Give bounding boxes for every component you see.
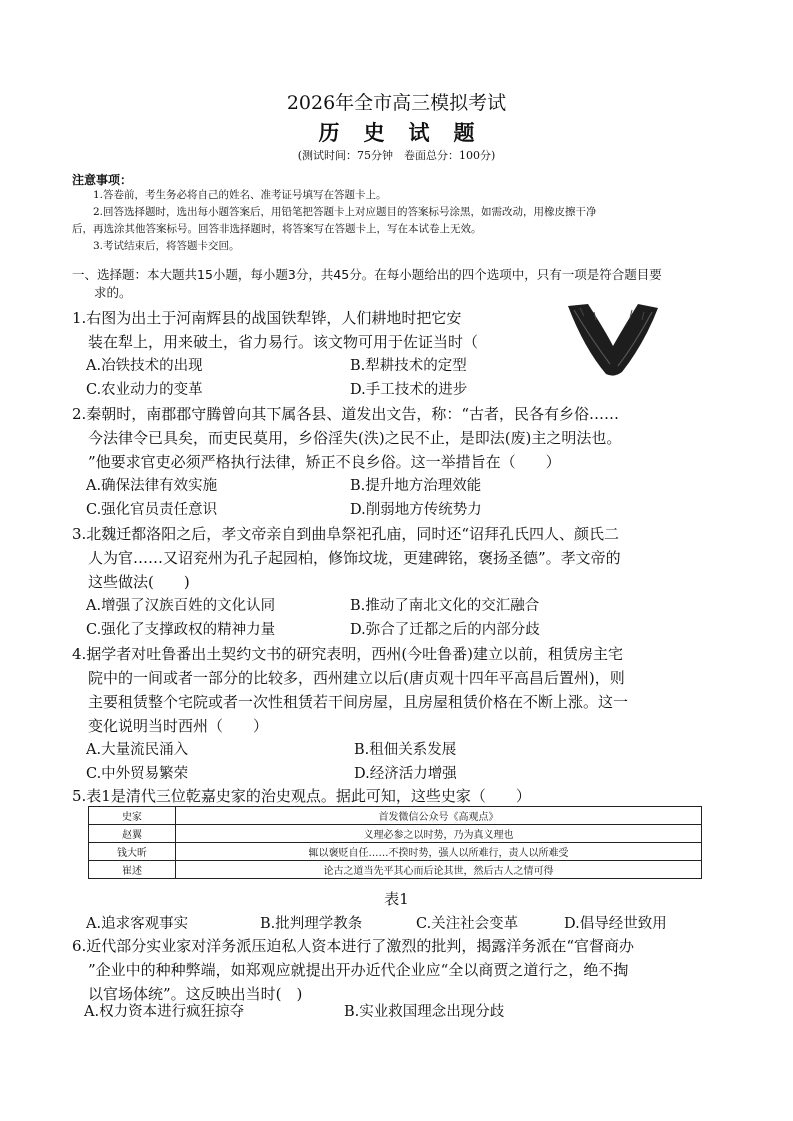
table-row	[89, 825, 702, 843]
table-cell: 义理必参之以时势，乃为真义理也	[176, 825, 702, 843]
question-5	[72, 784, 724, 808]
option-d[interactable]: D.弥合了迁都之后的内部分歧	[350, 622, 540, 638]
option-c[interactable]: C.关注社会变革	[416, 916, 519, 932]
option-d[interactable]: D.手工技术的进步	[350, 382, 468, 398]
question-line: 主要租赁整个宅院或者一次性租赁若干间房屋，且房屋租赁价格在不断上涨。这一	[88, 693, 629, 711]
option-b[interactable]: B.犁耕技术的定型	[350, 358, 467, 374]
notice-title: 注意事项：	[72, 173, 133, 187]
option-a[interactable]: A.确保法律有效实施	[86, 478, 218, 494]
option-b[interactable]: B.实业救国理念出现分歧	[344, 1004, 505, 1020]
notice-line-1: 1.答卷前，考生务必将自己的姓名、准考证号填写在答题卡上。	[93, 189, 387, 201]
section-heading	[72, 266, 724, 302]
question-line: 6.近代部分实业家对洋务派压迫私人资本进行了激烈的批判，揭露洋务派在“官督商办	[72, 937, 634, 955]
section-line-1: 一、选择题：本大题共15小题，每小题3分，共45分。在每小题给出的四个选项中，只有一项是符合题目要	[72, 267, 662, 282]
table-cell: 崔述	[89, 861, 176, 879]
option-b[interactable]: B.租佃关系发展	[354, 742, 457, 758]
table-row	[89, 843, 702, 861]
question-6	[72, 934, 724, 1006]
question-line: 人为官……又诏兖州为孔子起园柏，修饰坟垅，更建碑铭，褒扬圣德”。孝文帝的	[88, 549, 621, 567]
option-d[interactable]: D.倡导经世致用	[564, 916, 667, 932]
question-line: 1.右图为出土于河南辉县的战国铁犁铧，人们耕地时把它安	[72, 309, 462, 327]
question-line: 变化说明当时西州（ ）	[88, 717, 269, 735]
option-c[interactable]: C.强化了支撑政权的精神力量	[86, 622, 276, 638]
notice-line-3: 后，再选涂其他答案标号。回答非选择题时，将答案写在答题卡上，写在本试卷上无效。	[72, 223, 482, 235]
table-cell: 首发微信公众号《高观点》	[176, 807, 702, 825]
exam-subject: 历史试题	[318, 121, 499, 145]
table-cell: 赵翼	[89, 825, 176, 843]
option-a[interactable]: A.追求客观事实	[86, 916, 189, 932]
table-cell: 辄以褒贬自任……不揆时势，强人以所难行，责人以所难受	[176, 843, 702, 861]
option-d[interactable]: D.削弱地方传统势力	[350, 502, 482, 518]
question-line: 装在犁上，用来破土，省力易行。该文物可用于佐证当时（	[88, 333, 479, 351]
exam-meta: (测试时间：75分钟 卷面总分：100分)	[297, 149, 496, 162]
question-line: ”他要求官吏必须严格执行法律，矫正不良乡俗。这一举措旨在（ ）	[88, 453, 561, 471]
question-line: ”企业中的种种弊端，如郑观应就提出开办近代企业应“全以商贾之道行之，绝不掏	[88, 961, 629, 979]
option-d[interactable]: D.经济活力增强	[354, 766, 457, 782]
question-line: 4.据学者对吐鲁番出土契约文书的研究表明，西州(今吐鲁番)建立以前，租赁房主宅	[72, 645, 624, 663]
question-2	[72, 402, 724, 474]
section-line-2: 求的。	[94, 285, 132, 300]
question-line: 这些做法( )	[88, 573, 190, 591]
question-4	[72, 642, 724, 738]
option-a[interactable]: A.权力资本进行疯狂掠夺	[84, 1004, 245, 1020]
table-cell: 论古之道当先平其心而后论其世，然后古人之情可得	[176, 861, 702, 879]
option-b[interactable]: B.批判理学教条	[260, 916, 363, 932]
historians-table	[88, 806, 702, 879]
question-3	[72, 522, 724, 594]
table-row	[89, 807, 702, 825]
option-c[interactable]: C.强化官员责任意识	[86, 502, 218, 518]
table-row	[89, 861, 702, 879]
option-a[interactable]: A.大量流民涌入	[86, 742, 189, 758]
option-c[interactable]: C.农业动力的变革	[86, 382, 203, 398]
question-line: 2.秦朝时，南郡郡守腾曾向其下属各县、道发出文告，称：“古者，民各有乡俗……	[72, 405, 619, 423]
question-line: 3.北魏迁都洛阳之后，孝文帝亲自到曲阜祭祀孔庙，同时还“诏拜孔氏四人、颜氏二	[72, 525, 619, 543]
table-cell: 史家	[89, 807, 176, 825]
option-a[interactable]: A.增强了汉族百姓的文化认同	[86, 598, 276, 614]
question-line: 今法律令已具矣，而吏民莫用，乡俗淫失(泆)之民不止，是即法(废)主之明法也。	[88, 429, 622, 447]
option-c[interactable]: C.中外贸易繁荣	[86, 766, 189, 782]
iron-plowshare-image	[566, 302, 660, 378]
question-line: 院中的一间或者一部分的比较多，西州建立以后(唐贞观十四年平高昌后置州)，则	[88, 669, 625, 687]
question-line: 以官场体统”。这反映出当时( )	[88, 985, 303, 1003]
question-line: 5.表1是清代三位乾嘉史家的治史观点。据此可知，这些史家（ ）	[72, 787, 531, 805]
notice-line-4: 3.考试结束后，将答题卡交回。	[93, 240, 240, 252]
option-b[interactable]: B.推动了南北文化的交汇融合	[350, 598, 540, 614]
table-caption: 表1	[384, 890, 409, 908]
notice-line-2: 2.回答选择题时，选出每小题答案后，用铅笔把答题卡上对应题目的答案标号涂黑，如需改动，用橡皮擦干净	[93, 206, 597, 218]
option-a[interactable]: A.冶铁技术的出现	[86, 358, 203, 374]
exam-title: 2026年全市高三模拟考试	[286, 92, 507, 114]
option-b[interactable]: B.提升地方治理效能	[350, 478, 482, 494]
table-cell: 钱大昕	[89, 843, 176, 861]
